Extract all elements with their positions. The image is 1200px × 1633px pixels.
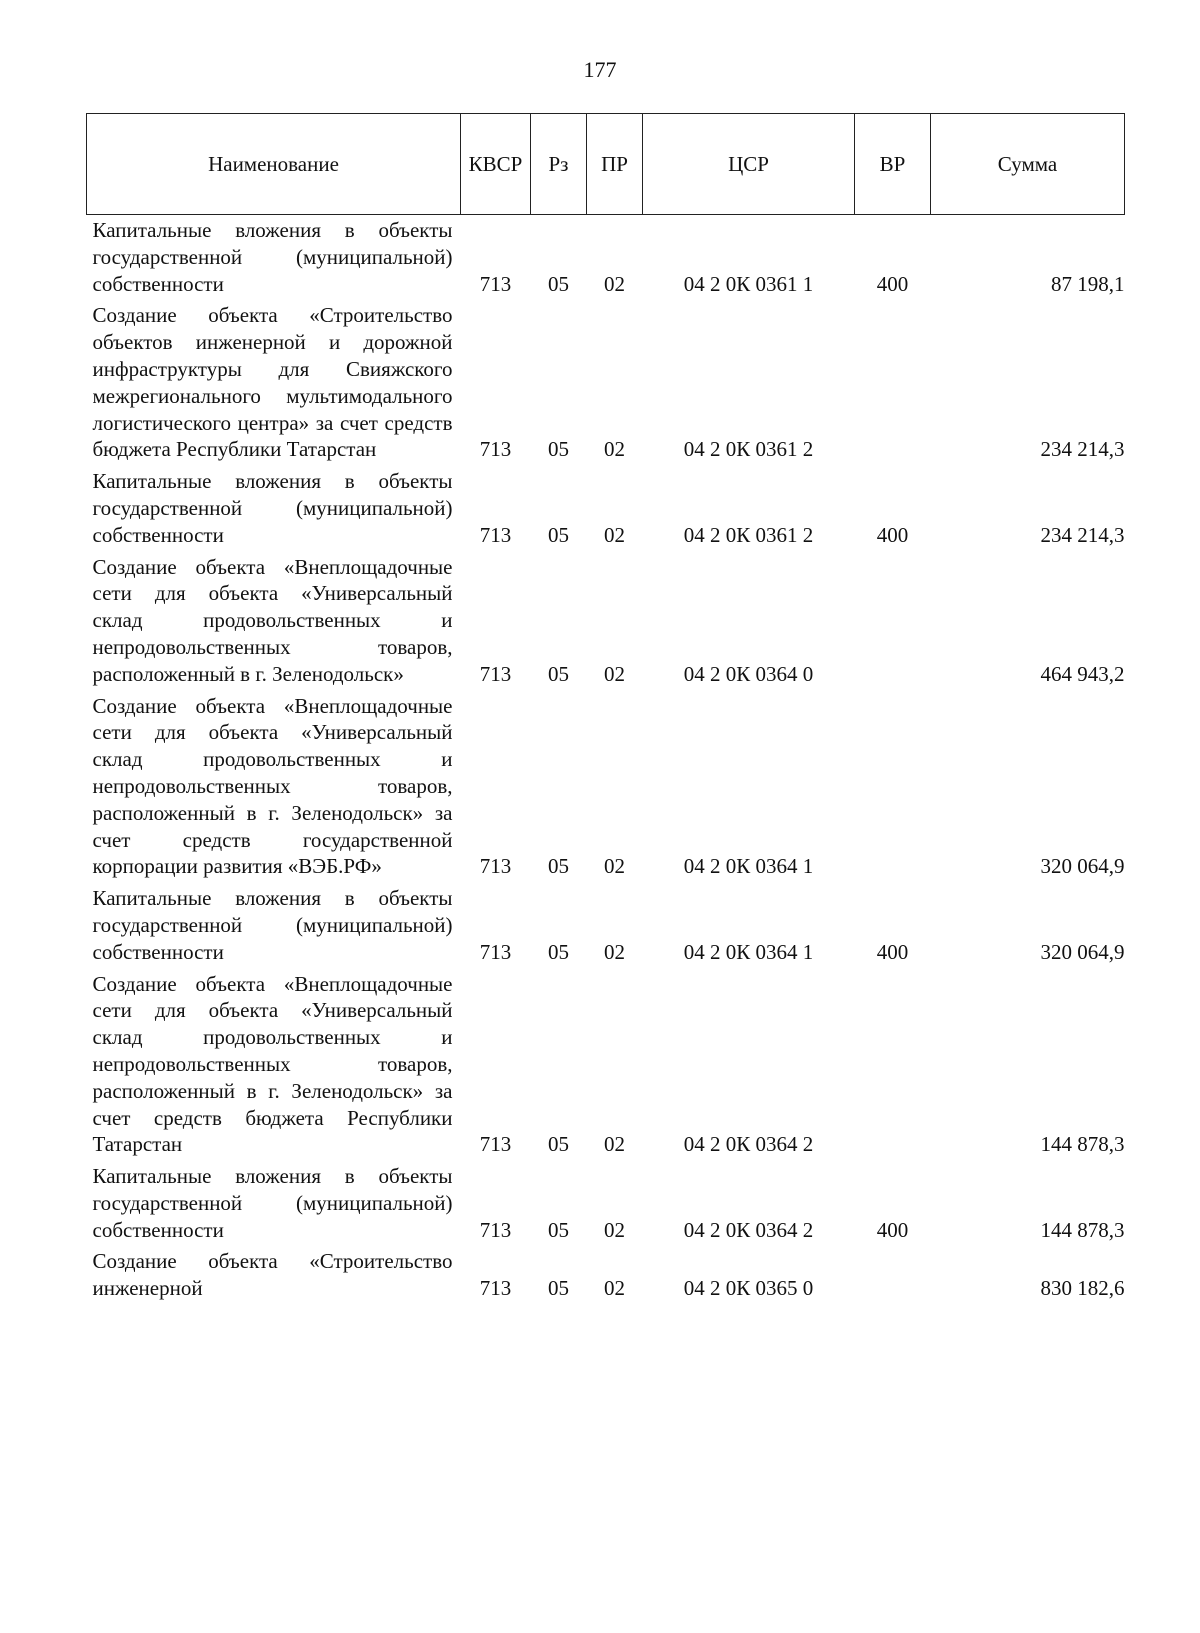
row-pr: 02 bbox=[604, 1276, 625, 1301]
row-vr: 400 bbox=[876, 939, 909, 964]
row-csr: 04 2 0К 0364 2 bbox=[683, 1217, 814, 1242]
row-vr bbox=[855, 300, 931, 466]
row-rz: 05 bbox=[548, 1132, 569, 1157]
row-pr: 02 bbox=[604, 271, 625, 296]
row-rz: 05 bbox=[548, 1276, 569, 1301]
table-row bbox=[87, 552, 1125, 691]
row-csr: 04 2 0К 0364 0 bbox=[683, 661, 814, 686]
row-rz: 05 bbox=[548, 437, 569, 462]
row-rz: 05 bbox=[548, 854, 569, 879]
header-vr: ВР bbox=[855, 114, 931, 215]
row-name: Капитальные вложения в объекты государственной (муниципальной) собственности bbox=[92, 218, 453, 296]
row-sum: 320 064,9 bbox=[1040, 854, 1125, 879]
row-rz: 05 bbox=[548, 939, 569, 964]
row-csr: 04 2 0К 0361 2 bbox=[683, 522, 814, 547]
header-sum: Сумма bbox=[931, 114, 1125, 215]
row-pr: 02 bbox=[604, 661, 625, 686]
budget-table bbox=[86, 113, 1125, 1305]
header-name: Наименование bbox=[87, 114, 461, 215]
header-csr: ЦСР bbox=[643, 114, 855, 215]
row-csr: 04 2 0К 0364 2 bbox=[683, 1132, 814, 1157]
row-sum: 830 182,6 bbox=[1040, 1276, 1125, 1301]
row-rz: 05 bbox=[548, 1217, 569, 1242]
table-row bbox=[87, 1246, 1125, 1305]
table-row bbox=[87, 883, 1125, 968]
row-kvsr: 713 bbox=[479, 939, 512, 964]
header-pr: ПР bbox=[587, 114, 643, 215]
row-csr: 04 2 0К 0361 2 bbox=[683, 437, 814, 462]
row-sum: 144 878,3 bbox=[1040, 1217, 1125, 1242]
row-kvsr: 713 bbox=[479, 437, 512, 462]
row-vr: 400 bbox=[876, 1217, 909, 1242]
row-vr bbox=[855, 969, 931, 1162]
row-name: Создание объекта «Внеплощадочные сети для объекта «Универсальный склад продовольственных и непродовольственных товаров, расположенный в г. Зеленодольск» bbox=[92, 554, 453, 686]
row-rz: 05 bbox=[548, 271, 569, 296]
table-body bbox=[87, 215, 1125, 1306]
row-name: Капитальные вложения в объекты государственной (муниципальной) собственности bbox=[92, 469, 453, 547]
row-kvsr: 713 bbox=[479, 1276, 512, 1301]
header-kvsr: КВСР bbox=[461, 114, 531, 215]
row-pr: 02 bbox=[604, 1132, 625, 1157]
row-sum: 87 198,1 bbox=[1051, 271, 1125, 296]
row-name: Создание объекта «Внеплощадочные сети для объекта «Универсальный склад продовольственных и непродовольственных товаров, расположенный в г. Зеленодольск» за счет средств государственной корпорации развития «ВЭБ.РФ» bbox=[92, 693, 453, 879]
row-kvsr: 713 bbox=[479, 854, 512, 879]
row-csr: 04 2 0К 0364 1 bbox=[683, 854, 814, 879]
row-kvsr: 713 bbox=[479, 661, 512, 686]
row-vr bbox=[855, 552, 931, 691]
row-name: Создание объекта «Внеплощадочные сети для объекта «Универсальный склад продовольственных и непродовольственных товаров, расположенный в г. Зеленодольск» за счет средств бюджета Республики Татарстан bbox=[92, 971, 453, 1157]
table-row bbox=[87, 300, 1125, 466]
row-csr: 04 2 0К 0365 0 bbox=[683, 1276, 814, 1301]
row-sum: 320 064,9 bbox=[1040, 939, 1125, 964]
row-name: Капитальные вложения в объекты государственной (муниципальной) собственности bbox=[92, 886, 453, 964]
row-rz: 05 bbox=[548, 661, 569, 686]
page-number: 177 bbox=[583, 57, 617, 82]
table-row bbox=[87, 466, 1125, 551]
row-pr: 02 bbox=[604, 437, 625, 462]
row-vr bbox=[855, 691, 931, 884]
table-row bbox=[87, 215, 1125, 301]
table-row bbox=[87, 1161, 1125, 1246]
row-sum: 464 943,2 bbox=[1040, 661, 1125, 686]
row-sum: 234 214,3 bbox=[1040, 522, 1125, 547]
row-csr: 04 2 0К 0361 1 bbox=[683, 271, 814, 296]
header-rz: Рз bbox=[531, 114, 587, 215]
table-row bbox=[87, 691, 1125, 884]
row-kvsr: 713 bbox=[479, 1217, 512, 1242]
row-vr: 400 bbox=[876, 271, 909, 296]
table-row bbox=[87, 969, 1125, 1162]
row-name: Капитальные вложения в объекты государственной (муниципальной) собственности bbox=[92, 1164, 453, 1242]
row-pr: 02 bbox=[604, 854, 625, 879]
row-sum: 234 214,3 bbox=[1040, 437, 1125, 462]
row-kvsr: 713 bbox=[479, 1132, 512, 1157]
row-name: Создание объекта «Строительство инженерной bbox=[92, 1249, 453, 1301]
row-pr: 02 bbox=[604, 1217, 625, 1242]
row-csr: 04 2 0К 0364 1 bbox=[683, 939, 814, 964]
row-kvsr: 713 bbox=[479, 271, 512, 296]
row-sum: 144 878,3 bbox=[1040, 1132, 1125, 1157]
row-pr: 02 bbox=[604, 522, 625, 547]
row-kvsr: 713 bbox=[479, 522, 512, 547]
row-vr bbox=[855, 1246, 931, 1305]
row-vr: 400 bbox=[876, 522, 909, 547]
row-name: Создание объекта «Строительство объектов инженерной и дорожной инфраструктуры для Свияжского межрегионального мультимодального логистического центра» за счет средств бюджета Республики Татарстан bbox=[92, 303, 453, 462]
row-pr: 02 bbox=[604, 939, 625, 964]
table-header bbox=[87, 114, 1125, 215]
row-rz: 05 bbox=[548, 522, 569, 547]
